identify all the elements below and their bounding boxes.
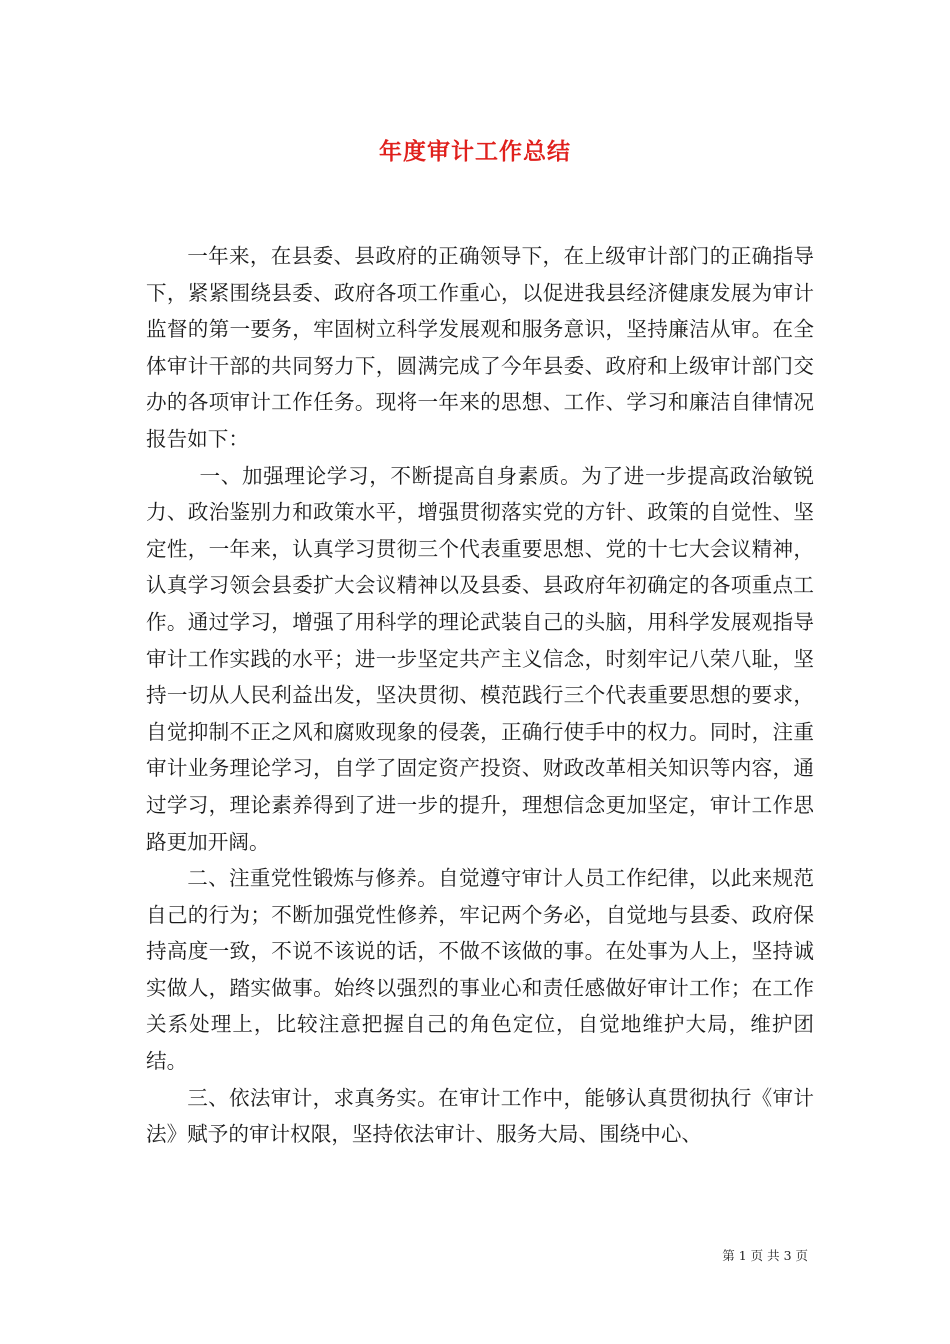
paragraph-intro: 一年来，在县委、县政府的正确领导下，在上级审计部门的正确指导下，紧紧围绕县委、政府各项工作重心，以促进我县经济健康发展为审计监督的第一要务，牢固树立科学发展观和服务意识，坚持廉洁从审。在全体审计干部的共同努力下，圆满完成了今年县委、政府和上级审计部门交办的各项审计工作任务。现将一年来的思想、工作、学习和廉洁自律情况报告如下：: [146, 244, 814, 451]
page-number-footer: 第 1 页 共 3 页: [722, 1248, 808, 1263]
paragraph-section-1: 一、加强理论学习，不断提高自身素质。为了进一步提高政治敏锐力、政治鉴别力和政策水平，增强贯彻落实党的方针、政策的自觉性、坚定性，一年来，认真学习贯彻三个代表重要思想、党的十七大会议精神，认真学习领会县委扩大会议精神以及县委、县政府年初确定的各项重点工作。通过学习，增强了用科学的理论武装自己的头脑，用科学发展观指导审计工作实践的水平；进一步坚定共产主义信念，时刻牢记八荣八耻，坚持一切从人民利益出发，坚决贯彻、模范践行三个代表重要思想的要求，自觉抑制不正之风和腐败现象的侵袭，正确行使手中的权力。同时，注重审计业务理论学习，自学了固定资产投资、财政改革相关知识等内容，通过学习，理论素养得到了进一步的提升，理想信念更加坚定，审计工作思路更加开阔。: [146, 463, 814, 854]
paragraph-section-3: 三、依法审计，求真务实。在审计工作中，能够认真贯彻执行《审计法》赋予的审计权限，坚持依法审计、服务大局、围绕中心、: [146, 1085, 814, 1147]
document-title: 年度审计工作总结: [379, 139, 571, 165]
paragraph-section-2: 二、注重党性锻炼与修养。自觉遵守审计人员工作纪律，以此来规范自己的行为；不断加强党性修养，牢记两个务必，自觉地与县委、政府保持高度一致，不说不该说的话，不做不该做的事。在处事为人上，坚持诚实做人，踏实做事。始终以强烈的事业心和责任感做好审计工作；在工作关系处理上，比较注意把握自己的角色定位，自觉地维护大局，维护团结。: [146, 866, 814, 1074]
document-body: [146, 238, 814, 1153]
